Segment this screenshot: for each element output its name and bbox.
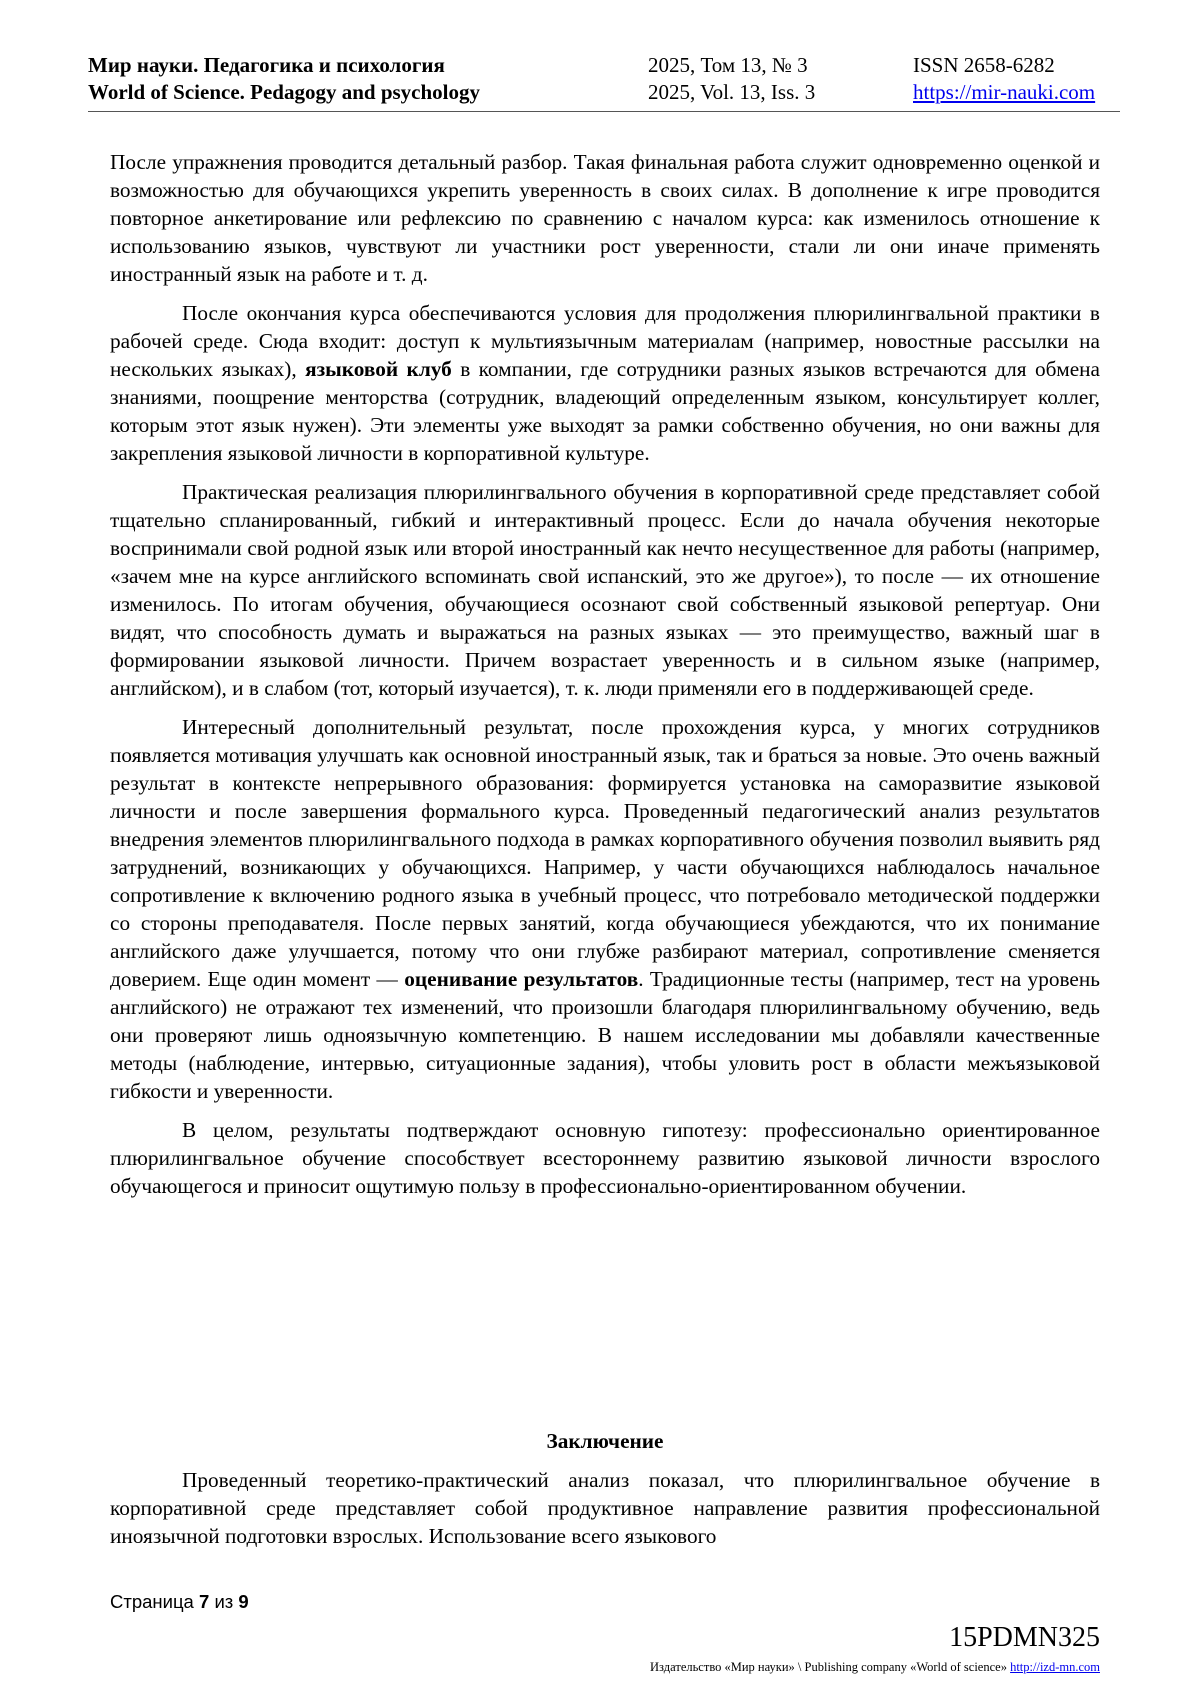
paragraph-2-part-a: После окончания курса обеспечиваются условия для продолжения плюрилингвальной практики в рабочей среде. Сюда входит: доступ к мультиязычным материалам (например, новостные рассылки на нескольких языках),	[110, 301, 1100, 381]
issue-ru: 2025, Том 13, № 3	[648, 53, 808, 77]
page-number	[110, 1590, 249, 1614]
page-label: Страница	[110, 1591, 194, 1612]
conclusion-paragraph: Проведенный теоретико-практический анализ показал, что плюрилингвальное обучение в корпоративной среде представляет собой продуктивное направление развития профессиональной иноязычной подготовки взрослых. Использование всего языкового	[110, 1468, 1100, 1548]
page-total: 9	[238, 1591, 249, 1612]
page-of: из	[214, 1591, 234, 1612]
paragraph-2	[110, 299, 1100, 467]
paragraph-2-bold: языковой клуб	[305, 357, 452, 381]
paragraph-4-part-a: Интересный дополнительный результат, после прохождения курса, у многих сотрудников появляется мотивация улучшать как основной иностранный язык, так и браться за новые. Это очень важный результат в контексте непрерывного образования: формируется установка на саморазвитие языковой личности и после завершения формального курса. Проведенный педагогический анализ результатов внедрения элементов плюрилингвального подхода в рамках корпоративного обучения позволил выявить ряд затруднений, возникающих у обучающихся. Например, у части обучающихся наблюдалось начальное сопротивление к включению родного языка в учебный процесс, что потребовало методической поддержки со стороны преподавателя. После первых занятий, когда обучающиеся убеждаются, что их понимание английского даже улучшается, потому что они глубже разбирают материал, сопротивление сменяется доверием. Еще один момент —	[110, 715, 1100, 991]
journal-title-ru: Мир науки. Педагогика и психология	[88, 53, 445, 77]
publisher-url-link[interactable]: http://izd-mn.com	[1010, 1660, 1100, 1674]
issn: ISSN 2658-6282	[913, 53, 1055, 77]
article-code: 15PDMN325	[949, 1622, 1100, 1653]
paragraph-3: Практическая реализация плюрилингвального обучения в корпоративной среде представляет собой тщательно спланированный, гибкий и интерактивный процесс. Если до начала обучения некоторые воспринимали свой родной язык или второй иностранный как нечто несущественное для работы (например, «зачем мне на курсе английского вспоминать свой испанский, это же другое»), то после — их отношение изменилось. По итогам обучения, обучающиеся осознают свой собственный языковой репертуар. Они видят, что способность думать и выражаться на разных языках — это преимущество, важный шаг в формировании языковой личности. Причем возрастает уверенность и в сильном языке (например, английском), и в слабом (тот, который изучается), т. к. люди применяли его в поддерживающей среде.	[110, 480, 1100, 700]
paragraph-4-part-b: . Традиционные тесты (например, тест на уровень английского) не отражают тех изменений, что произошли благодаря плюрилингвальному обучению, ведь они проверяют лишь одноязычную компетенцию. В нашем исследовании мы добавляли качественные методы (наблюдение, интервью, ситуационные задания), чтобы уловить рост в области межъязыковой гибкости и уверенности.	[110, 967, 1100, 1103]
publisher-text: Издательство «Мир науки» \ Publishing company «World of science»	[650, 1660, 1007, 1674]
conclusion-heading: Заключение	[546, 1429, 664, 1453]
header-divider	[88, 111, 1120, 112]
issn-block	[913, 52, 1095, 106]
conclusion-section	[110, 1466, 1100, 1550]
issue-block	[648, 52, 815, 106]
journal-title-block	[88, 52, 480, 106]
paragraph-4	[110, 713, 1100, 1105]
paragraph-4-bold: оценивание результатов	[404, 967, 639, 991]
paragraph-1: После упражнения проводится детальный разбор. Такая финальная работа служит одновременно оценкой и возможностью для обучающихся укрепить уверенность в своих силах. В дополнение к игре проводится повторное анкетирование или рефлексию по сравнению с началом курса: как изменилось отношение к использованию языков, чувствуют ли участники рост уверенности, стали ли они иначе применять иностранный язык на работе и т. д.	[110, 150, 1100, 286]
page-current: 7	[199, 1591, 210, 1612]
article-body	[110, 148, 1100, 1211]
journal-title-en: World of Science. Pedagogy and psychology	[88, 80, 481, 104]
publisher-line	[650, 1659, 1100, 1675]
issue-en: 2025, Vol. 13, Iss. 3	[648, 80, 816, 104]
paragraph-5: В целом, результаты подтверждают основную гипотезу: профессионально ориентированное плюрилингвальное обучение способствует всестороннему развитию языковой личности взрослого обучающегося и приносит ощутимую пользу в профессионально-ориентированном обучении.	[110, 1118, 1100, 1198]
paragraph-2-part-b: в компании, где сотрудники разных языков встречаются для обмена знаниями, поощрение менторства (сотрудник, владеющий определенным языком, консультирует коллег, которым этот язык нужен). Эти элементы уже выходят за рамки собственно обучения, но они важны для закрепления языковой личности в корпоративной культуре.	[110, 357, 1100, 465]
journal-url-link[interactable]: https://mir-nauki.com	[913, 80, 1096, 104]
